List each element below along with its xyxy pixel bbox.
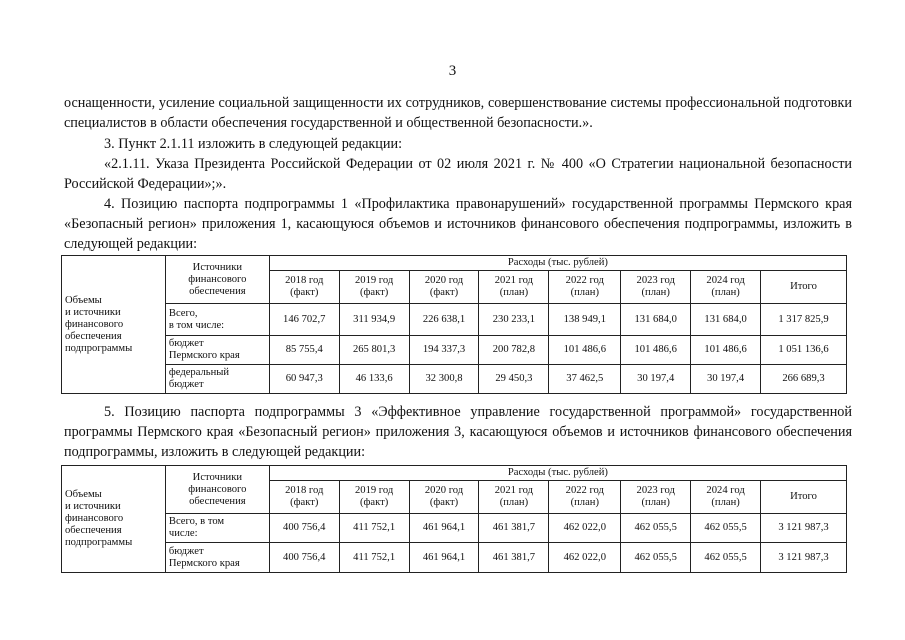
paragraph-item-4: 4. Позицию паспорта подпрограммы 1 «Профилактика правонарушений» государственной программы Пермского края «Безопасный регион» приложения 1, касающуюся объемов и источников финансового обеспечения подпрограммы, изложить в следующей редакции: <box>64 196 852 252</box>
financing-table-subprogram-1 <box>61 255 847 394</box>
value-cell: 29 450,3 <box>479 365 549 394</box>
value-cell: 101 486,6 <box>549 336 621 365</box>
table-row <box>62 543 847 573</box>
value-cell: 462 055,5 <box>621 514 691 543</box>
year-header: 2018 год (факт) <box>269 481 339 514</box>
source-name: бюджет Пермского края <box>165 543 269 573</box>
value-cell: 1 051 136,6 <box>761 336 847 365</box>
paragraph-decree-quote: «2.1.11. Указа Президента Российской Федерации от 02 июля 2021 г. № 400 «О Стратегии национальной безопасности Российской Федерации»;». <box>64 156 852 192</box>
year-header: 2023 год (план) <box>621 481 691 514</box>
value-cell: 230 233,1 <box>479 304 549 336</box>
value-cell: 462 022,0 <box>549 514 621 543</box>
value-cell: 462 055,5 <box>691 514 761 543</box>
value-cell: 411 752,1 <box>339 514 409 543</box>
year-header: 2024 год (план) <box>691 271 761 304</box>
value-cell: 101 486,6 <box>621 336 691 365</box>
table-row <box>62 514 847 543</box>
paragraph-continuation: оснащенности, усиление социальной защищенности их сотрудников, совершенствование системы профессиональной подготовки специалистов в области обеспечения государственной и общественной безопасности.». <box>64 95 852 131</box>
value-cell: 462 022,0 <box>549 543 621 573</box>
source-name: федеральный бюджет <box>165 365 269 394</box>
year-header: 2022 год (план) <box>549 271 621 304</box>
year-header: 2021 год (план) <box>479 481 549 514</box>
value-cell: 400 756,4 <box>269 514 339 543</box>
year-header: 2020 год (факт) <box>409 271 479 304</box>
source-name: Всего, в том числе: <box>165 514 269 543</box>
value-cell: 400 756,4 <box>269 543 339 573</box>
expenses-header: Расходы (тыс. рублей) <box>269 256 846 271</box>
page-number: 3 <box>448 63 457 79</box>
value-cell: 60 947,3 <box>269 365 339 394</box>
source-name: бюджет Пермского края <box>165 336 269 365</box>
value-cell: 226 638,1 <box>409 304 479 336</box>
expenses-header: Расходы (тыс. рублей) <box>269 466 846 481</box>
source-header: Источники финансового обеспечения <box>165 466 269 514</box>
year-header: 2022 год (план) <box>549 481 621 514</box>
value-cell: 461 964,1 <box>409 543 479 573</box>
year-header: 2021 год (план) <box>479 271 549 304</box>
value-cell: 411 752,1 <box>339 543 409 573</box>
table-header-row <box>62 466 847 481</box>
value-cell: 462 055,5 <box>691 543 761 573</box>
source-name: Всего, в том числе: <box>165 304 269 336</box>
financing-table-subprogram-3 <box>61 465 847 573</box>
paragraph-item-3: 3. Пункт 2.1.11 изложить в следующей редакции: <box>104 136 403 152</box>
value-cell: 461 381,7 <box>479 514 549 543</box>
value-cell: 30 197,4 <box>621 365 691 394</box>
value-cell: 311 934,9 <box>339 304 409 336</box>
year-header: 2023 год (план) <box>621 271 691 304</box>
source-header: Источники финансового обеспечения <box>165 256 269 304</box>
value-cell: 46 133,6 <box>339 365 409 394</box>
value-cell: 37 462,5 <box>549 365 621 394</box>
value-cell: 200 782,8 <box>479 336 549 365</box>
value-cell: 266 689,3 <box>761 365 847 394</box>
table-row <box>62 365 847 394</box>
value-cell: 461 964,1 <box>409 514 479 543</box>
year-header: 2019 год (факт) <box>339 271 409 304</box>
value-cell: 32 300,8 <box>409 365 479 394</box>
table-row <box>62 336 847 365</box>
year-header: Итого <box>761 271 847 304</box>
year-header: 2018 год (факт) <box>269 271 339 304</box>
year-header: 2019 год (факт) <box>339 481 409 514</box>
year-header: 2020 год (факт) <box>409 481 479 514</box>
paragraph-item-5: 5. Позицию паспорта подпрограммы 3 «Эффективное управление государственной программой» государственной программы Пермского края «Безопасный регион» приложения 3, касающуюся объемов и источников финансового обеспечения подпрограммы, изложить в следующей редакции: <box>64 404 852 460</box>
value-cell: 131 684,0 <box>621 304 691 336</box>
value-cell: 146 702,7 <box>269 304 339 336</box>
value-cell: 3 121 987,3 <box>761 543 847 573</box>
table-row <box>62 304 847 336</box>
value-cell: 462 055,5 <box>621 543 691 573</box>
value-cell: 101 486,6 <box>691 336 761 365</box>
row-label: Объемы и источники финансового обеспечения подпрограммы <box>62 466 166 573</box>
table-header-row <box>62 256 847 271</box>
value-cell: 194 337,3 <box>409 336 479 365</box>
value-cell: 30 197,4 <box>691 365 761 394</box>
value-cell: 461 381,7 <box>479 543 549 573</box>
value-cell: 85 755,4 <box>269 336 339 365</box>
value-cell: 1 317 825,9 <box>761 304 847 336</box>
value-cell: 138 949,1 <box>549 304 621 336</box>
row-label: Объемы и источники финансового обеспечения подпрограммы <box>62 256 166 394</box>
year-header: 2024 год (план) <box>691 481 761 514</box>
value-cell: 265 801,3 <box>339 336 409 365</box>
year-header: Итого <box>761 481 847 514</box>
value-cell: 131 684,0 <box>691 304 761 336</box>
value-cell: 3 121 987,3 <box>761 514 847 543</box>
